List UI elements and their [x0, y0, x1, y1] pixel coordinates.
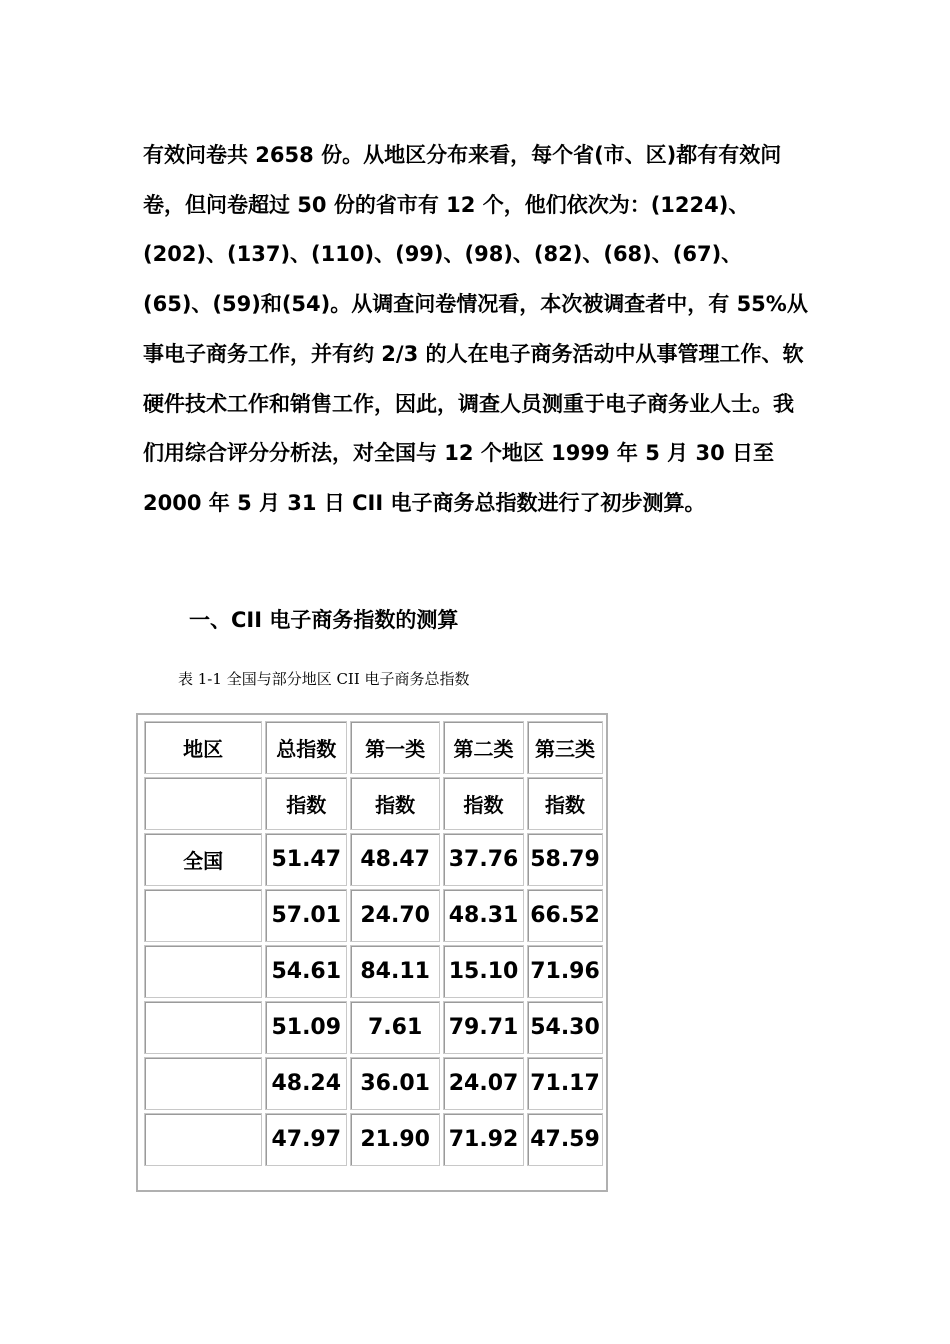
total-index-cell: 51.09: [265, 1001, 347, 1054]
table-header-row: [144, 777, 603, 830]
header-category-2: 第二类: [443, 721, 524, 774]
region-cell: [144, 1057, 262, 1110]
table-caption: 表 1-1 全国与部分地区 CII 电子商务总指数: [178, 670, 470, 688]
category-2-cell: 79.71: [443, 1001, 524, 1054]
category-2-cell: 48.31: [443, 889, 524, 942]
index-table-frame: [136, 713, 608, 1192]
table-row: [144, 833, 603, 886]
category-3-cell: 54.30: [527, 1001, 603, 1054]
category-1-cell: 21.90: [350, 1113, 440, 1166]
table-row: [144, 1001, 603, 1054]
region-cell: [144, 889, 262, 942]
table-row: [144, 889, 603, 942]
category-1-cell: 24.70: [350, 889, 440, 942]
category-1-cell: 7.61: [350, 1001, 440, 1054]
total-index-cell: 54.61: [265, 945, 347, 998]
category-1-cell: 36.01: [350, 1057, 440, 1110]
category-3-cell: 66.52: [527, 889, 603, 942]
header-total-index: 总指数: [265, 721, 347, 774]
table-header-row: [144, 721, 603, 774]
total-index-cell: 47.97: [265, 1113, 347, 1166]
section-heading: 一、CII 电子商务指数的测算: [189, 608, 459, 632]
category-1-cell: 84.11: [350, 945, 440, 998]
header-category-2-sub: 指数: [443, 777, 524, 830]
header-total-index-sub: 指数: [265, 777, 347, 830]
index-table: [141, 718, 606, 1169]
category-3-cell: 47.59: [527, 1113, 603, 1166]
category-2-cell: 37.76: [443, 833, 524, 886]
total-index-cell: 51.47: [265, 833, 347, 886]
header-region-sub: [144, 777, 262, 830]
region-cell: 全国: [144, 833, 262, 886]
intro-paragraph: 有效问卷共 2658 份。从地区分布来看，每个省(市、区)都有有效问卷，但问卷超过 50 份的省市有 12 个，他们依次为：(1224)、(202)、(137)、(110)、(99)、(98)、(82)、(68)、(67)、(65)、(59)和(54)。从调查问卷情况看，本次被调查者中，有 55%从事电子商务工作，并有约 2/3 的人在电子商务活动中从事管理工作、软硬件技术工作和销售工作，因此，调查人员测重于电子商务业人士。我们用综合评分分析法，对全国与 12 个地区 1999 年 5 月 30 日至 2000 年 5 月 31 日 CII 电子商务总指数进行了初步测算。: [143, 143, 808, 515]
category-2-cell: 24.07: [443, 1057, 524, 1110]
region-cell: [144, 1001, 262, 1054]
category-3-cell: 71.96: [527, 945, 603, 998]
category-3-cell: 58.79: [527, 833, 603, 886]
total-index-cell: 48.24: [265, 1057, 347, 1110]
table-row: [144, 1057, 603, 1110]
header-category-3: 第三类: [527, 721, 603, 774]
total-index-cell: 57.01: [265, 889, 347, 942]
category-2-cell: 15.10: [443, 945, 524, 998]
header-category-1: 第一类: [350, 721, 440, 774]
table-row: [144, 1113, 603, 1166]
region-cell: [144, 1113, 262, 1166]
region-cell: [144, 945, 262, 998]
category-2-cell: 71.92: [443, 1113, 524, 1166]
header-category-1-sub: 指数: [350, 777, 440, 830]
table-row: [144, 945, 603, 998]
category-3-cell: 71.17: [527, 1057, 603, 1110]
header-region: 地区: [144, 721, 262, 774]
category-1-cell: 48.47: [350, 833, 440, 886]
header-category-3-sub: 指数: [527, 777, 603, 830]
